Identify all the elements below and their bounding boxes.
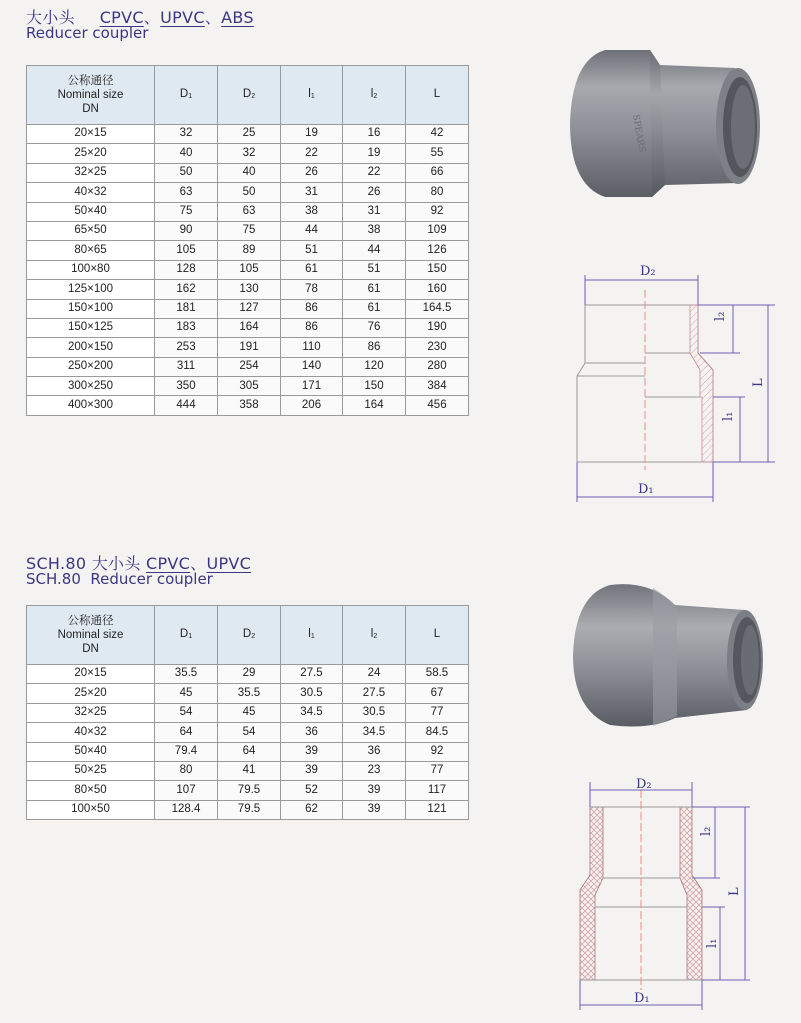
- cell-value: 61: [343, 280, 406, 299]
- cell-value: 39: [343, 781, 406, 800]
- cell-value: 183: [155, 318, 218, 337]
- dim-label-l1: l₁: [721, 411, 736, 421]
- cell-value: 89: [218, 241, 281, 260]
- header-d1-sub: 1: [188, 633, 193, 641]
- cell-value: 121: [406, 800, 469, 819]
- cell-value: 384: [406, 377, 469, 396]
- cell-value: 32: [218, 144, 281, 163]
- cell-value: 27.5: [281, 665, 343, 684]
- header-d2-sub: 2: [251, 93, 256, 101]
- cell-value: 80: [155, 761, 218, 780]
- header-dn-abbr: DN: [82, 643, 99, 655]
- cell-value: 66: [406, 163, 469, 182]
- cell-value: 26: [281, 163, 343, 182]
- cell-value: 160: [406, 280, 469, 299]
- cell-value: 55: [406, 144, 469, 163]
- cell-value: 54: [155, 703, 218, 722]
- cell-dn: 25×20: [27, 144, 155, 163]
- cell-value: 27.5: [343, 684, 406, 703]
- col-header-dn: [27, 66, 155, 125]
- cell-value: 32: [155, 125, 218, 144]
- cell-value: 39: [281, 761, 343, 780]
- cell-dn: 65×50: [27, 221, 155, 240]
- spec-table-1: [26, 65, 469, 416]
- cell-value: 54: [218, 723, 281, 742]
- header-d1-letter: D: [179, 88, 189, 101]
- cell-value: 39: [281, 742, 343, 761]
- table-row: [27, 241, 469, 260]
- cell-value: 22: [281, 144, 343, 163]
- cell-value: 456: [406, 396, 469, 415]
- cell-dn: 100×80: [27, 260, 155, 279]
- table-row: [27, 318, 469, 337]
- col-header-l1: [281, 606, 343, 665]
- table-row: [27, 800, 469, 819]
- cell-value: 164: [218, 318, 281, 337]
- header-d1-sub: 1: [188, 93, 193, 101]
- cell-value: 50: [218, 183, 281, 202]
- header-d2-sub: 2: [251, 633, 256, 641]
- cell-value: 130: [218, 280, 281, 299]
- cell-value: 305: [218, 377, 281, 396]
- cell-value: 30.5: [343, 703, 406, 722]
- cell-value: 64: [155, 723, 218, 742]
- table-row: [27, 183, 469, 202]
- col-header-d1: [155, 66, 218, 125]
- cell-value: 350: [155, 377, 218, 396]
- cell-value: 75: [218, 221, 281, 240]
- cell-dn: 20×15: [27, 125, 155, 144]
- cell-value: 42: [406, 125, 469, 144]
- dim-label-length: L: [751, 378, 766, 387]
- cell-value: 75: [155, 202, 218, 221]
- cell-value: 22: [343, 163, 406, 182]
- cell-value: 19: [281, 125, 343, 144]
- table-row: [27, 665, 469, 684]
- header-l1-letter: l: [308, 628, 311, 641]
- cell-value: 150: [343, 377, 406, 396]
- cell-dn: 25×20: [27, 684, 155, 703]
- cell-value: 34.5: [281, 703, 343, 722]
- cell-value: 39: [343, 800, 406, 819]
- separator: 、: [190, 554, 207, 573]
- cell-dn: 50×25: [27, 761, 155, 780]
- col-header-length: L: [406, 66, 469, 125]
- cell-value: 127: [218, 299, 281, 318]
- table-row: [27, 357, 469, 376]
- table-row: [27, 260, 469, 279]
- section2-title-cn: 大小头: [91, 554, 141, 573]
- material-1: CPVC: [99, 8, 144, 27]
- cell-value: 24: [343, 665, 406, 684]
- cell-dn: 200×150: [27, 338, 155, 357]
- header-l1-letter: l: [308, 88, 311, 101]
- header-dn-en: Nominal size: [57, 89, 124, 101]
- cell-value: 92: [406, 202, 469, 221]
- dim-label-d2: D₂: [636, 777, 652, 792]
- header-l2-letter: l: [370, 88, 374, 101]
- cell-value: 31: [281, 183, 343, 202]
- header-d2-letter: D: [242, 628, 252, 641]
- table-row: [27, 144, 469, 163]
- section1-subtitle: Reducer coupler: [26, 24, 149, 42]
- col-header-d1: [155, 606, 218, 665]
- table-row: [27, 163, 469, 182]
- cell-value: 79.5: [218, 800, 281, 819]
- section1-title-cn: 大小头: [26, 8, 75, 27]
- header-d2-letter: D: [242, 88, 252, 101]
- table-row: [27, 338, 469, 357]
- cell-dn: 40×32: [27, 723, 155, 742]
- header-l1-sub: 1: [310, 93, 315, 101]
- section2-subtitle: SCH.80 Reducer coupler: [26, 570, 213, 588]
- cell-value: 253: [155, 338, 218, 357]
- cell-value: 90: [155, 221, 218, 240]
- cell-value: 16: [343, 125, 406, 144]
- cell-value: 140: [281, 357, 343, 376]
- cell-dn: 40×32: [27, 183, 155, 202]
- cell-value: 84.5: [406, 723, 469, 742]
- header-dn-en: Nominal size: [57, 629, 124, 641]
- material-2: UPVC: [160, 8, 205, 27]
- cell-value: 86: [281, 299, 343, 318]
- cell-value: 109: [406, 221, 469, 240]
- cell-dn: 150×125: [27, 318, 155, 337]
- cell-value: 30.5: [281, 684, 343, 703]
- header-l2-letter: l: [370, 628, 374, 641]
- cell-value: 128: [155, 260, 218, 279]
- header-l2-sub: 2: [373, 633, 378, 641]
- col-header-l2: [343, 606, 406, 665]
- table-row: [27, 125, 469, 144]
- product-marking: SPEARS: [630, 113, 647, 154]
- cell-dn: 80×50: [27, 781, 155, 800]
- cell-value: 120: [343, 357, 406, 376]
- cell-value: 44: [281, 221, 343, 240]
- material-1: CPVC: [146, 554, 191, 573]
- cell-value: 51: [281, 241, 343, 260]
- cell-value: 44: [343, 241, 406, 260]
- cell-dn: 50×40: [27, 202, 155, 221]
- cell-value: 105: [218, 260, 281, 279]
- cell-value: 86: [343, 338, 406, 357]
- cell-value: 61: [343, 299, 406, 318]
- table-row: [27, 703, 469, 722]
- col-header-d2: [218, 606, 281, 665]
- cell-dn: 20×15: [27, 665, 155, 684]
- table-row: [27, 202, 469, 221]
- cell-value: 19: [343, 144, 406, 163]
- spec-table-2: [26, 605, 469, 820]
- cell-value: 63: [155, 183, 218, 202]
- header-d1-letter: D: [179, 628, 189, 641]
- cell-value: 117: [406, 781, 469, 800]
- cell-value: 162: [155, 280, 218, 299]
- cell-value: 35.5: [155, 665, 218, 684]
- cell-value: 78: [281, 280, 343, 299]
- header-l2-sub: 2: [373, 93, 378, 101]
- cell-value: 26: [343, 183, 406, 202]
- cell-value: 80: [406, 183, 469, 202]
- cell-value: 110: [281, 338, 343, 357]
- cell-value: 35.5: [218, 684, 281, 703]
- separator: 、: [204, 8, 222, 27]
- header-l1-sub: 1: [310, 633, 315, 641]
- col-header-l1: [281, 66, 343, 125]
- table-row: [27, 377, 469, 396]
- header-dn-cn: 公称通径: [67, 615, 114, 627]
- cell-value: 76: [343, 318, 406, 337]
- cell-value: 38: [343, 221, 406, 240]
- cell-value: 150: [406, 260, 469, 279]
- cell-value: 79.4: [155, 742, 218, 761]
- cell-value: 254: [218, 357, 281, 376]
- cell-value: 36: [343, 742, 406, 761]
- cell-value: 164: [343, 396, 406, 415]
- table-row: [27, 781, 469, 800]
- material-3: ABS: [221, 8, 254, 27]
- cell-value: 41: [218, 761, 281, 780]
- cell-value: 61: [281, 260, 343, 279]
- col-header-d2: [218, 66, 281, 125]
- cell-dn: 150×100: [27, 299, 155, 318]
- cell-value: 40: [155, 144, 218, 163]
- cell-value: 86: [281, 318, 343, 337]
- cell-value: 58.5: [406, 665, 469, 684]
- cell-value: 164.5: [406, 299, 469, 318]
- cell-value: 50: [155, 163, 218, 182]
- cell-dn: 80×65: [27, 241, 155, 260]
- cell-value: 444: [155, 396, 218, 415]
- cell-value: 23: [343, 761, 406, 780]
- table-row: [27, 761, 469, 780]
- table-row: [27, 742, 469, 761]
- cell-value: 191: [218, 338, 281, 357]
- section2-title-prefix: SCH.80: [26, 554, 87, 573]
- cell-dn: 32×25: [27, 163, 155, 182]
- cell-dn: 100×50: [27, 800, 155, 819]
- cell-value: 128.4: [155, 800, 218, 819]
- cell-dn: 300×250: [27, 377, 155, 396]
- dim-label-l1: l₁: [705, 938, 720, 948]
- cell-value: 29: [218, 665, 281, 684]
- cell-value: 62: [281, 800, 343, 819]
- cell-value: 31: [343, 202, 406, 221]
- cell-dn: 250×200: [27, 357, 155, 376]
- cell-value: 36: [281, 723, 343, 742]
- cell-value: 206: [281, 396, 343, 415]
- cell-value: 92: [406, 742, 469, 761]
- cell-value: 190: [406, 318, 469, 337]
- reducer-coupler-diagram: [570, 255, 780, 505]
- cell-value: 51: [343, 260, 406, 279]
- dim-label-l2: l₂: [713, 311, 728, 321]
- col-header-l2: [343, 66, 406, 125]
- table-row: [27, 396, 469, 415]
- cell-value: 79.5: [218, 781, 281, 800]
- cell-value: 63: [218, 202, 281, 221]
- cell-value: 40: [218, 163, 281, 182]
- sch80-reducer-coupler-photo: [565, 570, 780, 735]
- cell-value: 25: [218, 125, 281, 144]
- dim-label-d1: D₁: [634, 991, 650, 1006]
- cell-value: 107: [155, 781, 218, 800]
- cell-value: 77: [406, 703, 469, 722]
- cell-dn: 400×300: [27, 396, 155, 415]
- cell-value: 45: [155, 684, 218, 703]
- sch80-reducer-coupler-diagram: [570, 770, 785, 1015]
- table-row: [27, 723, 469, 742]
- cell-value: 230: [406, 338, 469, 357]
- table-row: [27, 280, 469, 299]
- dim-label-l2: l₂: [699, 826, 714, 836]
- table-row: [27, 221, 469, 240]
- cell-value: 358: [218, 396, 281, 415]
- cell-value: 126: [406, 241, 469, 260]
- header-dn-cn: 公称通径: [67, 75, 114, 87]
- cell-value: 105: [155, 241, 218, 260]
- separator: 、: [143, 8, 161, 27]
- material-2: UPVC: [206, 554, 252, 573]
- cell-value: 45: [218, 703, 281, 722]
- cell-value: 280: [406, 357, 469, 376]
- cell-value: 34.5: [343, 723, 406, 742]
- cell-value: 171: [281, 377, 343, 396]
- table-row: [27, 299, 469, 318]
- cell-dn: 32×25: [27, 703, 155, 722]
- col-header-length: L: [406, 606, 469, 665]
- cell-dn: 50×40: [27, 742, 155, 761]
- cell-value: 67: [406, 684, 469, 703]
- cell-value: 311: [155, 357, 218, 376]
- cell-value: 64: [218, 742, 281, 761]
- cell-value: 77: [406, 761, 469, 780]
- cell-value: 52: [281, 781, 343, 800]
- cell-dn: 125×100: [27, 280, 155, 299]
- cell-value: 181: [155, 299, 218, 318]
- dim-label-d2: D₂: [640, 264, 656, 279]
- cell-value: 38: [281, 202, 343, 221]
- header-dn-abbr: DN: [82, 103, 99, 115]
- dim-label-length: L: [727, 887, 742, 896]
- reducer-coupler-photo: [560, 35, 775, 205]
- table-row: [27, 684, 469, 703]
- dim-label-d1: D₁: [638, 482, 654, 497]
- col-header-dn: [27, 606, 155, 665]
